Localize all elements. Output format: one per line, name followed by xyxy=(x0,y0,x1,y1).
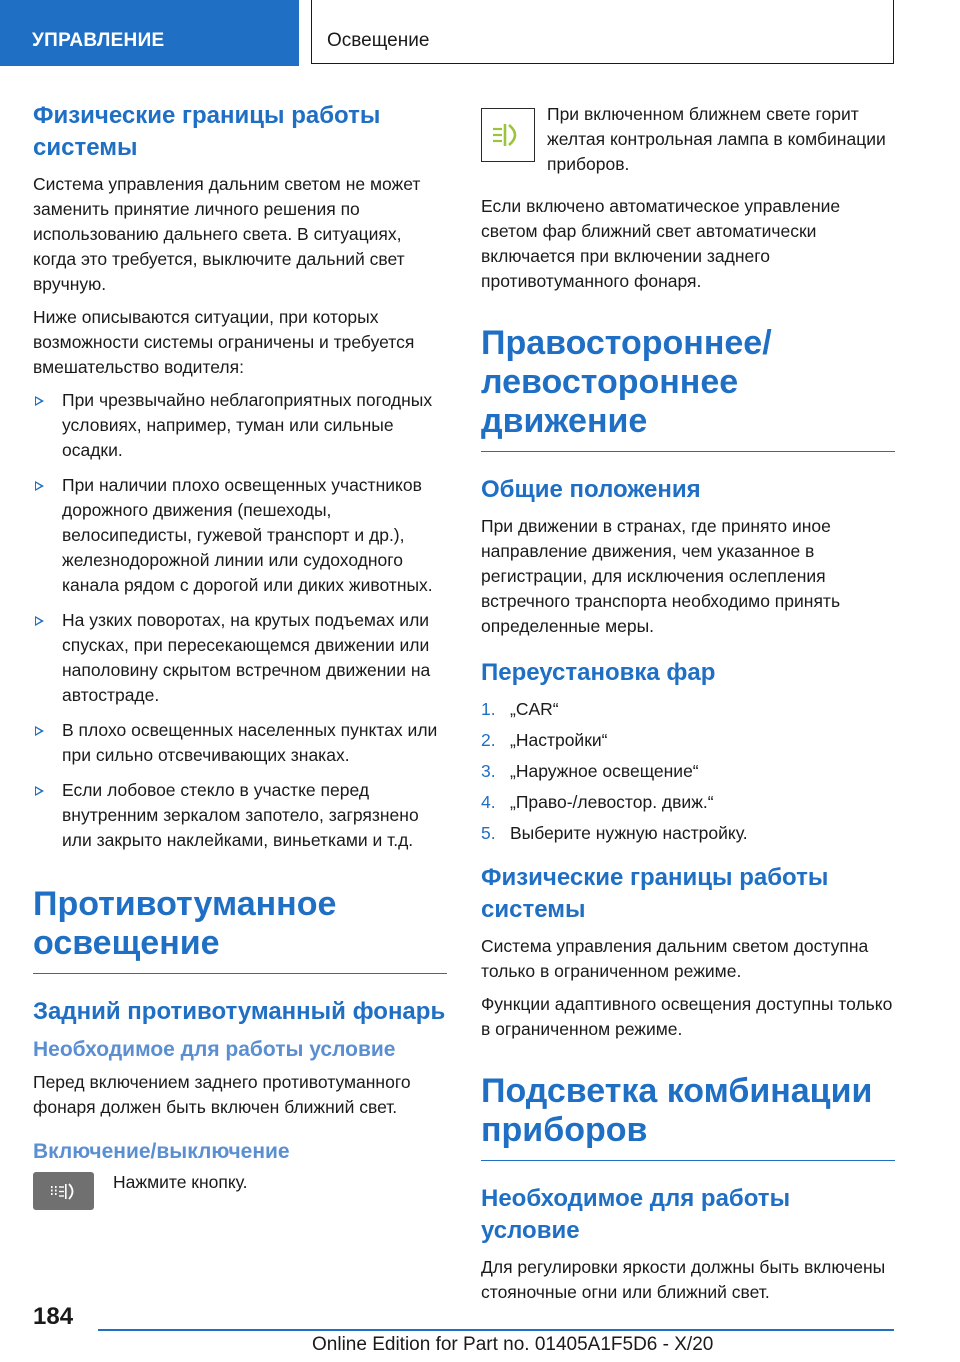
general-heading: Общие положения xyxy=(481,476,701,503)
system-limits-heading: Физические границы работы системы xyxy=(481,864,829,923)
condition-text: Перед включением заднего противотуманного фонаря должен быть включен ближний свет. xyxy=(33,1072,411,1117)
bullet-triangle-icon xyxy=(35,481,44,491)
physical-limits-heading: Физические границы работы системы xyxy=(33,102,381,161)
list-item: 3. „Наружное освещение“ xyxy=(481,761,699,781)
fog-lighting-heading: Противотуманное освещение xyxy=(33,885,447,974)
cluster-condition-text: Для регулировки яркости должны быть включены стояночные огни или ближний свет. xyxy=(481,1257,886,1302)
list-item: При наличии плохо освещенных участников дорожного движения (пешеходы, велосипедисты, гужевой транспорт и др.), железнодорожной линии или судоходного канала рядом с дорогой или диких животных. xyxy=(33,473,447,598)
bullet-triangle-icon xyxy=(35,786,44,796)
footer-divider xyxy=(98,1329,894,1331)
traffic-side-heading: Правостороннее/ левостороннее движение xyxy=(481,324,895,452)
right-column xyxy=(481,100,895,1313)
cluster-lighting-heading: Подсветка комбинации приборов xyxy=(481,1072,895,1161)
page-number: 184 xyxy=(33,1303,74,1330)
system-limits-paragraph-1: Система управления дальним светом доступна только в ограниченном режиме. xyxy=(481,936,869,981)
general-text: При движении в странах, где принято иное направление движения, чем указанное в регистрации, для исключения ослепления встречного транспорта необходимо принять определенные меры. xyxy=(481,516,841,636)
limits-bullet-list xyxy=(33,388,447,853)
list-item: 2. „Настройки“ xyxy=(481,730,608,750)
button-row xyxy=(33,1172,447,1232)
section-tab-label: УПРАВЛЕНИЕ xyxy=(32,30,165,51)
physical-limits-paragraph-1: Система управления дальним светом не может заменить принятие личного решения по использованию дальнего света. В ситуациях, когда это требуется, выключите дальний свет вручную. xyxy=(33,174,421,294)
list-item: 1. „CAR“ xyxy=(481,699,559,719)
edition-text: Online Edition for Part no. 01405A1F5D6 - X/20 xyxy=(312,1334,714,1355)
bullet-triangle-icon xyxy=(35,616,44,626)
auto-control-text: Если включено автоматическое управление светом фар ближний свет автоматически включается при включении заднего противотуманного фонаря. xyxy=(481,196,841,291)
readjust-headlights-heading: Переустановка фар xyxy=(481,659,716,686)
section-tab xyxy=(0,0,299,66)
indicator-text: При включенном ближнем свете горит желтая контрольная лампа в комбинации приборов. xyxy=(547,104,886,174)
rear-fog-lamp-heading: Задний противотуманный фонарь xyxy=(33,998,446,1025)
rear-fog-lamp-button-icon[interactable] xyxy=(33,1172,94,1210)
list-item: При чрезвычайно неблагоприятных погодных условиях, например, туман или сильные осадки. xyxy=(33,388,447,463)
chapter-header xyxy=(311,0,894,64)
bullet-triangle-icon xyxy=(35,396,44,406)
indicator-row xyxy=(481,100,895,182)
physical-limits-paragraph-2: Ниже описываются ситуации, при которых возможности системы ограничены и требуется вмешательство водителя: xyxy=(33,307,415,377)
list-item: Если лобовое стекло в участке перед внутренним зеркалом запотело, загрязнено или закрыто наклейками, виньетками и т.д. xyxy=(33,778,447,853)
left-column xyxy=(33,100,447,1232)
list-item: На узких поворотах, на крутых подъемах или спусках, при пересекающемся движении или наполовину скрытом встречном движении на автостраде. xyxy=(33,608,447,708)
condition-heading: Необходимое для работы условие xyxy=(33,1038,396,1061)
system-limits-paragraph-2: Функции адаптивного освещения доступны только в ограниченном режиме. xyxy=(481,994,893,1039)
cluster-condition-heading: Необходимое для работы условие xyxy=(481,1185,791,1244)
list-item: В плохо освещенных населенных пунктах или при сильно отсвечивающих знаках. xyxy=(33,718,447,768)
readjust-steps-list xyxy=(481,697,895,846)
bullet-triangle-icon xyxy=(35,726,44,736)
on-off-heading: Включение/выключение xyxy=(33,1140,290,1163)
press-button-text: Нажмите кнопку. xyxy=(113,1172,248,1192)
rear-fog-indicator-icon xyxy=(481,108,535,162)
list-item: 5. Выберите нужную настройку. xyxy=(481,823,748,843)
list-item: 4. „Право-/левостор. движ.“ xyxy=(481,792,714,812)
chapter-title: Освещение xyxy=(327,30,430,51)
